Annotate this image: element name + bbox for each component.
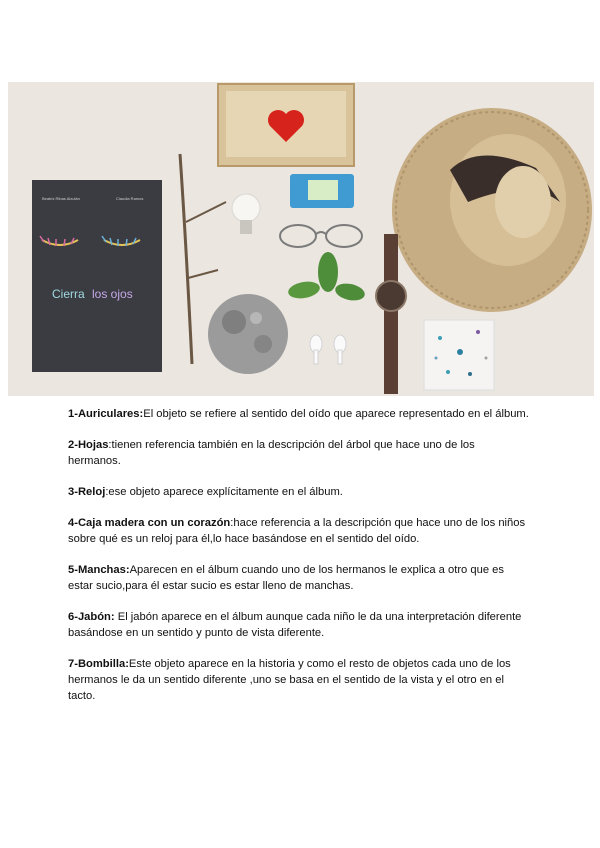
objects-photo-illustration (8, 82, 594, 396)
item-text: El objeto se refiere al sentido del oído que aparece representado en el álbum. (143, 408, 529, 420)
book-cierra-los-ojos (32, 180, 162, 372)
svg-text:Claudia Ramos: Claudia Ramos (116, 196, 144, 201)
item-title: 4-Caja madera con un corazón (68, 517, 231, 529)
svg-text:Beatriz Ribas Alzulán: Beatriz Ribas Alzulán (42, 196, 80, 201)
description-item (68, 562, 530, 594)
description-item (68, 437, 530, 469)
wooden-box-with-heart (218, 84, 354, 166)
item-title: 7-Bombilla: (68, 658, 129, 670)
item-title: 3-Reloj (68, 486, 106, 498)
description-item (68, 484, 530, 500)
item-title: 1-Auriculares: (68, 408, 144, 420)
objects-description-list (68, 406, 530, 719)
item-title: 6-Jabón: (68, 611, 115, 623)
stained-paper (424, 320, 494, 390)
soap-bar (290, 174, 354, 208)
item-text: :ese objeto aparece explícitamente en el álbum. (105, 486, 343, 498)
item-text: :hace referencia a la descripción que hace uno de los niños sobre qué es un reloj para él,lo hace basándose en el sentido del oído. (68, 517, 526, 545)
item-text: Este objeto aparece en la historia y como el resto de objetos cada uno de los hermanos le da un sentido diferente ,uno se basa en el sentido de la vista y el otro en el tacto. (68, 658, 511, 702)
item-text: Aparecen en el álbum cuando uno de los hermanos le explica a otro que es estar sucio,para él estar sucio es estar lleno de manchas. (68, 564, 504, 592)
item-title: 5-Manchas: (68, 564, 130, 576)
item-title: 2-Hojas (68, 439, 109, 451)
description-item (68, 656, 530, 704)
description-item (68, 609, 530, 641)
description-item (68, 515, 530, 547)
description-item (68, 406, 530, 422)
moon-image (208, 294, 288, 374)
item-text: :tienen referencia también en la descripción del árbol que hace uno de los hermanos. (68, 439, 475, 467)
svg-text:Cierra: Cierra (52, 287, 85, 301)
objects-photo (8, 82, 594, 396)
item-text: El jabón aparece en el álbum aunque cada niño le da una interpretación diferente basándose en un sentido y punto de vista diferente. (68, 611, 522, 639)
straw-hat (392, 108, 592, 312)
svg-text:los ojos: los ojos (92, 287, 133, 301)
